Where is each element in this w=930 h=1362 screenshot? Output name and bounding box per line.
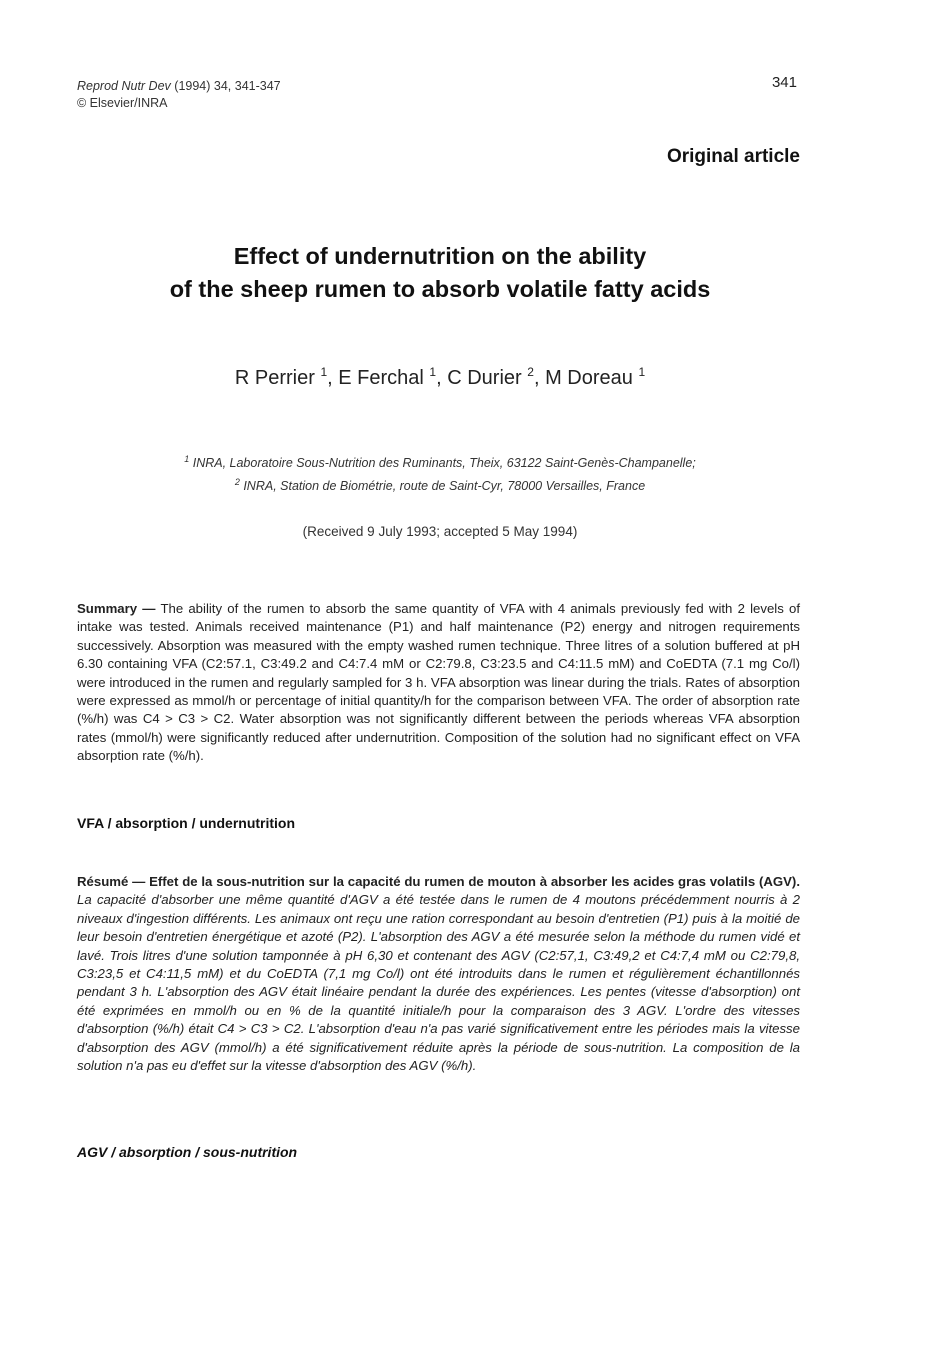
affiliation-2 (77, 473, 803, 496)
summary-label: Summary — (77, 601, 156, 616)
affiliation-1 (77, 450, 803, 473)
keywords-english: VFA / absorption / undernutrition (77, 815, 296, 831)
affiliation-text: INRA, Laboratoire Sous-Nutrition des Ruminants, Theix, 63122 Saint-Genès-Champanelle; (192, 456, 696, 471)
author-separator: , (436, 367, 448, 389)
author-name: E Ferchal (338, 367, 424, 389)
summary-abstract (77, 600, 800, 766)
affiliation-number: 2 (234, 477, 240, 488)
author-affiliation-mark: 1 (320, 365, 328, 379)
author-affiliation-mark: 1 (638, 365, 646, 379)
affiliations (77, 450, 803, 496)
summary-text: The ability of the rumen to absorb the same quantity of VFA with 4 animals previously fed with 2 levels of intake was tested. Animals received maintenance (P1) and half maintenance (P2) energy and nitrogen requirements successively. Absorption was measured with the empty washed rumen technique. Three litres of a solution buffered at pH 6.30 containing VFA (C2:57.1, C3:49.2 and C4:7.4 mM or C2:79.8, C3:23.5 and C4:11.5 mM) and CoEDTA (7.1 mg Co/l) were introduced in the rumen and regularly sampled for 3 h. VFA absorption was linear during the trials. Rates of absorption were expressed as mmol/h or percentage of initial quantity/h for the comparison between VFA. The order of absorption rate (%/h) was C4 > C3 > C2. Water absorption was not significantly different between the periods whereas VFA absorption rates (mmol/h) were significantly reduced after undernutrition. Composition of the solution had no significant effect on VFA absorption rate (%/h). (77, 601, 800, 764)
journal-volume: (1994) 34, 341-347 (174, 79, 281, 93)
title-line-1: Effect of undernutrition on the ability (233, 243, 647, 269)
author-list (77, 365, 803, 390)
author-affiliation-mark: 2 (527, 365, 534, 379)
affiliation-number: 1 (184, 454, 190, 464)
resume-label: Résumé — Effet de la sous-nutrition sur la capacité du rumen de mouton à absorber les acides gras volatils (AGV). (77, 874, 800, 889)
resume-abstract (77, 873, 800, 1075)
page-number: 341 (771, 74, 797, 91)
author-separator: , (533, 367, 546, 389)
resume-text: La capacité d'absorber une même quantité d'AGV a été testée dans le rumen de 4 moutons précédemment nourris à 2 niveaux d'ingestion différents. Les animaux ont reçu une ration correspondant au besoin d'entretien (P1) puis à la moitié de leur besoin d'entretien énergétique et azoté (P2). L'absorption des AGV a été mesurée selon la méthode du rumen vidé et lavé. Trois litres d'une solution tamponnée à pH 6,30 et contenant des AGV (C2:57,1, C3:49,2 et C4:7,4 mM ou C2:79,8, C3:23,5 et C4:11,5 mM) et du CoEDTA (7,1 mg Co/l) ont été introduits dans le rumen et régulièrement échantillonnés pendant 3 h. L'absorption des AGV était linéaire pendant la durée des expériences. Les pentes (vitesse d'absorption) ont été exprimées en mmol/h ou en % de la quantité initiale/h pour la comparaison des 3 AGV. L'ordre des vitesses d'absorption (%/h) était C4 > C3 > C2. L'absorption d'eau n'a pas varié significativement entre les périodes mais la vitesse d'absorption des AGV (mmol/h) a été significativement réduite après la période de sous-nutrition. La composition de la solution n'a pas eu d'effet sur la vitesse d'absorption des AGV (%/h). (77, 892, 800, 1074)
journal-citation (77, 78, 281, 112)
copyright: © Elsevier/INRA (77, 96, 168, 110)
author-name: C Durier (447, 367, 522, 389)
journal-name: Reprod Nutr Dev (77, 79, 171, 93)
author-name: M Doreau (545, 367, 633, 389)
title-line-2: of the sheep rumen to absorb volatile fatty acids (169, 276, 711, 302)
author-affiliation-mark: 1 (429, 365, 437, 379)
affiliation-text: INRA, Station de Biométrie, route de Saint-Cyr, 78000 Versailles, France (243, 479, 646, 494)
author-separator: , (327, 367, 339, 389)
article-title (77, 240, 803, 306)
author-name: R Perrier (234, 367, 315, 389)
received-dates: (Received 9 July 1993; accepted 5 May 1994) (302, 524, 578, 539)
article-type: Original article (666, 146, 800, 167)
keywords-french: AGV / absorption / sous-nutrition (77, 1144, 298, 1160)
